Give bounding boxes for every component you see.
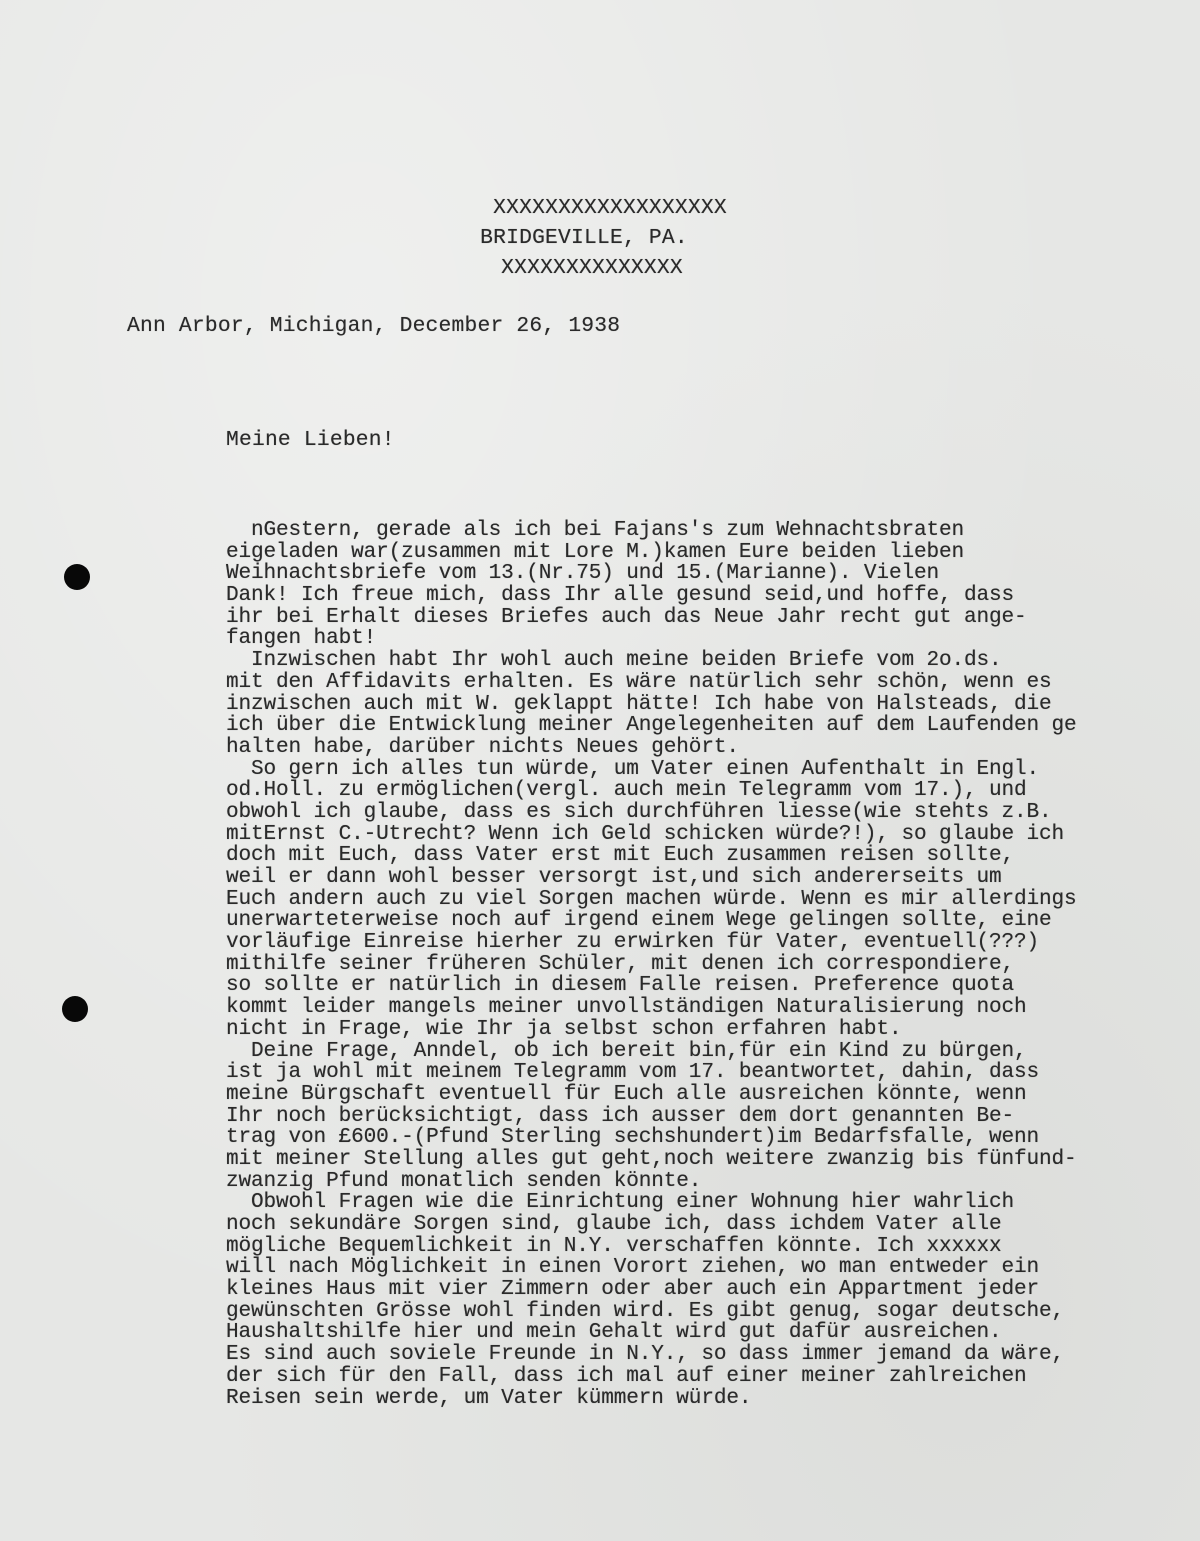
body-line: noch sekundäre Sorgen sind, glaube ich, dass ichdem Vater alle bbox=[226, 1212, 1002, 1236]
body-line: gewünschten Grösse wohl finden wird. Es gibt genug, sogar deutsche, bbox=[226, 1298, 1065, 1323]
body-line: eigeladen war(zusammen mit Lore M.)kamen Eure beiden lieben bbox=[226, 539, 964, 564]
letterhead-location: BRIDGEVILLE, PA. bbox=[480, 226, 688, 250]
body-line: nGestern, gerade als ich bei Fajans's zum Wehnachtsbraten bbox=[226, 518, 964, 542]
salutation: Meine Lieben! bbox=[226, 428, 395, 452]
body-line: Obwohl Fragen wie die Einrichtung einer Wohnung hier wahrlich bbox=[226, 1190, 1015, 1215]
body-line: doch mit Euch, dass Vater erst mit Euch zusammen reisen sollte, bbox=[226, 843, 1015, 868]
body-line: mögliche Bequemlichkeit in N.Y. verschaffen könnte. Ich xxxxxx bbox=[226, 1233, 1002, 1258]
body-line: Dank! Ich freue mich, dass Ihr alle gesund seid,und hoffe, dass bbox=[226, 583, 1015, 608]
body-line: So gern ich alles tun würde, um Vater einen Aufenthalt in Engl. bbox=[226, 756, 1040, 781]
body-line: Euch andern auch zu viel Sorgen machen würde. Wenn es mir allerdings bbox=[226, 886, 1077, 911]
body-line: mithilfe seiner früheren Schüler, mit denen ich correspondiere, bbox=[226, 951, 1015, 976]
body-line: od.Holl. zu ermöglichen(vergl. auch mein Telegramm vom 17.), und bbox=[226, 778, 1027, 803]
body-line: mitErnst C.-Utrecht? Wenn ich Geld schicken würde?!), so glaube ich bbox=[226, 821, 1065, 846]
body-line: trag von £600.-(Pfund Sterling sechshundert)im Bedarfsfalle, wenn bbox=[226, 1125, 1040, 1150]
body-line: kleines Haus mit vier Zimmern oder aber auch ein Appartment jeder bbox=[226, 1277, 1040, 1302]
body-line: will nach Möglichkeit in einen Vorort ziehen, wo man entweder ein bbox=[226, 1255, 1040, 1280]
body-line: so sollte er natürlich in diesem Falle reisen. Preference quota bbox=[226, 973, 1015, 998]
body-line: Haushaltshilfe hier und mein Gehalt wird gut dafür ausreichen. bbox=[226, 1320, 1002, 1345]
body-line: Ihr noch berücksichtigt, dass ich ausser dem dort genannten Be- bbox=[226, 1103, 1015, 1128]
letterhead-struck-line-2: XXXXXXXXXXXXXX bbox=[501, 256, 683, 280]
body-line: der sich für den Fall, dass ich mal auf einer meiner zahlreichen bbox=[226, 1363, 1027, 1388]
body-line: Es sind auch soviele Freunde in N.Y., so dass immer jemand da wäre, bbox=[226, 1342, 1065, 1367]
body-line: inzwischen auch mit W. geklappt hätte! Ich habe von Halsteads, die bbox=[226, 691, 1052, 716]
body-line: Inzwischen habt Ihr wohl auch meine beiden Briefe vom 2o.ds. bbox=[226, 648, 1002, 673]
body-line: ist ja wohl mit meinem Telegramm vom 17. beantwortet, dahin, dass bbox=[226, 1060, 1040, 1085]
body-line: kommt leider mangels meiner unvollständigen Naturalisierung noch bbox=[226, 995, 1027, 1020]
body-line: ich über die Entwicklung meiner Angelegenheiten auf dem Laufenden ge bbox=[226, 713, 1077, 738]
body-line: unerwarteterweise noch auf irgend einem Wege gelingen sollte, eine bbox=[226, 908, 1052, 933]
body-line: mit meiner Stellung alles gut geht,noch weitere zwanzig bis fünfund- bbox=[226, 1146, 1077, 1171]
punch-hole-top bbox=[64, 564, 90, 590]
body-line: weil er dann wohl besser versorgt ist,und sich andererseits um bbox=[226, 865, 1002, 889]
body-line: fangen habt! bbox=[226, 626, 377, 651]
body-line: mit den Affidavits erhalten. Es wäre natürlich sehr schön, wenn es bbox=[226, 669, 1052, 694]
body-line: ihr bei Erhalt dieses Briefes auch das Neue Jahr recht gut ange- bbox=[226, 604, 1027, 629]
punch-hole-bottom bbox=[62, 996, 88, 1022]
body-line: vorläufige Einreise hierher zu erwirken für Vater, eventuell(???) bbox=[226, 930, 1040, 955]
body-line: nicht in Frage, wie Ihr ja selbst schon erfahren habt. bbox=[226, 1016, 902, 1041]
body-line: Reisen sein werde, um Vater kümmern würde. bbox=[226, 1385, 752, 1410]
body-line: Deine Frage, Anndel, ob ich bereit bin,für ein Kind zu bürgen, bbox=[226, 1038, 1027, 1063]
letter-body bbox=[226, 520, 1077, 1409]
body-line: Weihnachtsbriefe vom 13.(Nr.75) und 15.(Marianne). Vielen bbox=[226, 561, 939, 586]
body-line: halten habe, darüber nichts Neues gehört. bbox=[226, 734, 739, 759]
body-line: obwohl ich glaube, dass es sich durchführen liesse(wie stehts z.B. bbox=[226, 799, 1052, 824]
body-line: meine Bürgschaft eventuell für Euch alle ausreichen könnte, wenn bbox=[226, 1081, 1027, 1106]
letterhead-struck-line-1: XXXXXXXXXXXXXXXXXX bbox=[493, 196, 727, 220]
body-line: zwanzig Pfund monatlich senden könnte. bbox=[226, 1168, 702, 1193]
dateline: Ann Arbor, Michigan, December 26, 1938 bbox=[127, 314, 621, 338]
